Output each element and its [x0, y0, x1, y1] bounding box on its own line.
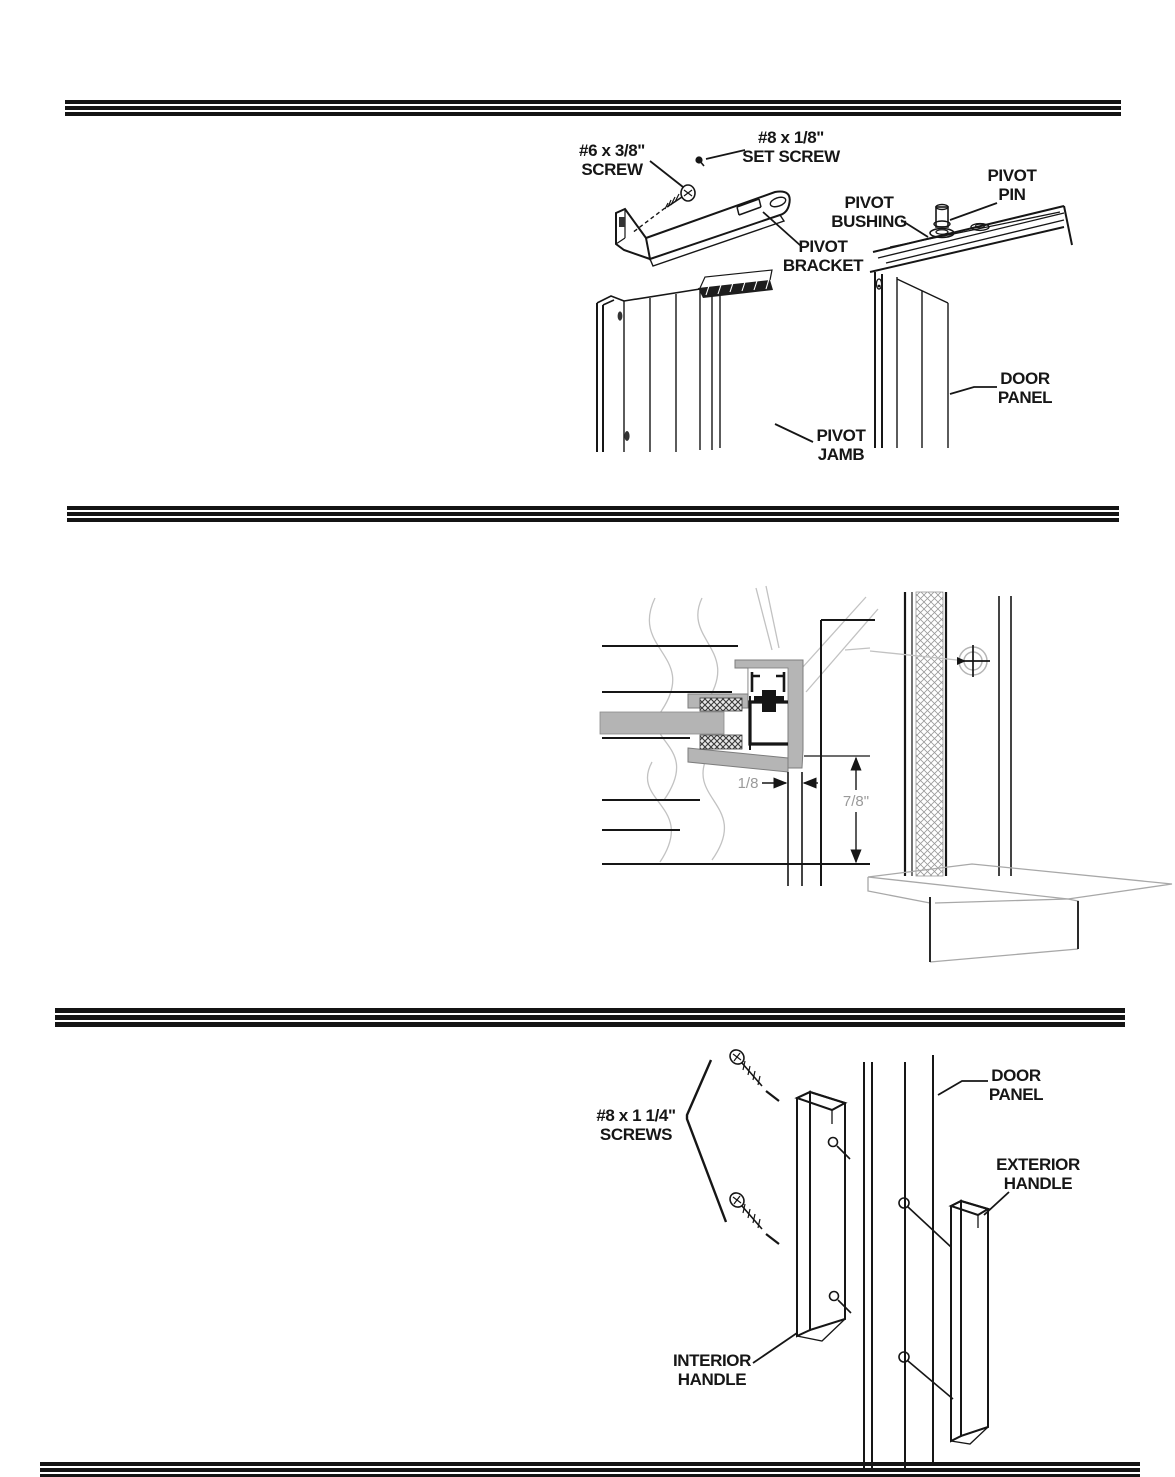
- interior-handle-label: [673, 1333, 797, 1389]
- gap-dimension: [738, 772, 818, 886]
- screws-label-line1: #8 x 1 1/4": [596, 1106, 676, 1125]
- height-dimension-text: 7/8": [842, 793, 870, 810]
- screws-label: [596, 1060, 726, 1222]
- mounting-screw-bottom: [727, 1190, 779, 1244]
- pivot-bracket-drawing: [616, 192, 790, 266]
- screw-label-line1: #6 x 3/8": [579, 141, 645, 160]
- frame-cross-section-diagram: [595, 585, 1175, 985]
- screw-label: [579, 141, 683, 187]
- pivot-jamb-label: [775, 424, 867, 464]
- pivot-bushing-label: [831, 193, 928, 237]
- pivot-pin-label: [950, 166, 1038, 220]
- exterior-handle-drawing: [951, 1201, 988, 1444]
- door-panel-drawing: [870, 206, 1072, 448]
- door-panel-leader-line: [938, 1081, 988, 1095]
- pivot-pin-leader-line: [950, 203, 997, 220]
- door-panel-label-line1: DOOR: [991, 1066, 1041, 1085]
- pivot-pin-label-line2: PIN: [998, 185, 1026, 204]
- pivot-bushing-label-line1: PIVOT: [844, 193, 894, 212]
- screw-label-line2: SCREW: [581, 160, 643, 179]
- height-dimension: [737, 756, 870, 864]
- screw-drawing: [632, 185, 695, 233]
- gap-dimension-text: 1/8: [737, 775, 759, 792]
- handle-installation-diagram: [565, 1040, 1125, 1470]
- pivot-assembly-diagram: [560, 125, 1090, 470]
- door-panel-label-line1: DOOR: [1000, 369, 1050, 388]
- mounting-screw-top: [727, 1047, 779, 1101]
- pivot-jamb-leader-line: [775, 424, 813, 442]
- handle-screw-hole-bottom: [830, 1292, 839, 1301]
- set-screw-label-line1: #8 x 1/8": [758, 128, 824, 147]
- door-panel-label-bottom: [938, 1066, 1043, 1104]
- door-panel-label-line2: PANEL: [988, 1085, 1044, 1104]
- pivot-jamb-drawing: [597, 270, 773, 452]
- interior-handle-drawing: [797, 1092, 851, 1341]
- interior-handle-label-line1: INTERIOR: [672, 1351, 752, 1370]
- weatherstrip-hatch: [916, 592, 943, 876]
- section-divider-lower: [55, 1008, 1125, 1027]
- set-screw-label-line2: SET SCREW: [742, 147, 840, 166]
- pivot-pin-label-line1: PIVOT: [987, 166, 1037, 185]
- screw-leader-line: [650, 161, 683, 187]
- interior-handle-leader-line: [753, 1333, 797, 1363]
- door-panel-label-line2: PANEL: [997, 388, 1053, 407]
- exterior-handle-label: [984, 1155, 1080, 1215]
- gasket-top: [700, 698, 742, 711]
- set-screw-leader-line: [706, 150, 745, 159]
- section-divider-top: [65, 100, 1121, 116]
- pivot-bushing-label-line2: BUSHING: [831, 212, 907, 231]
- pivot-jamb-label-line2: JAMB: [817, 445, 865, 464]
- interior-handle-label-line2: HANDLE: [677, 1370, 747, 1389]
- installed-bracket-drawing: [698, 280, 773, 298]
- sill-base-drawing: [868, 864, 1172, 962]
- section-divider-middle: [67, 506, 1119, 522]
- panel-edge-in-channel: [600, 698, 742, 749]
- pivot-bracket-label-line1: PIVOT: [798, 237, 848, 256]
- set-screw-label: [695, 128, 841, 166]
- panel-through-holes: [899, 1198, 953, 1399]
- exterior-handle-leader-line: [984, 1192, 1009, 1215]
- exterior-handle-label-line2: HANDLE: [1003, 1174, 1073, 1193]
- pivot-jamb-label-line1: PIVOT: [816, 426, 866, 445]
- door-panel-label: [950, 369, 1052, 407]
- gasket-bottom: [700, 735, 742, 749]
- jamb-elevation-view: [868, 592, 1172, 962]
- screws-bracket-leader: [687, 1060, 726, 1222]
- handle-screw-hole-top: [829, 1138, 838, 1147]
- exterior-handle-label-line1: EXTERIOR: [996, 1155, 1080, 1174]
- door-panel-edge-lines: [864, 1055, 933, 1470]
- screw-alignment-dashed-line: [632, 208, 665, 233]
- door-panel-leader-line: [950, 387, 997, 394]
- screws-label-line2: SCREWS: [599, 1125, 673, 1144]
- pivot-bracket-label-line2: BRACKET: [782, 256, 864, 275]
